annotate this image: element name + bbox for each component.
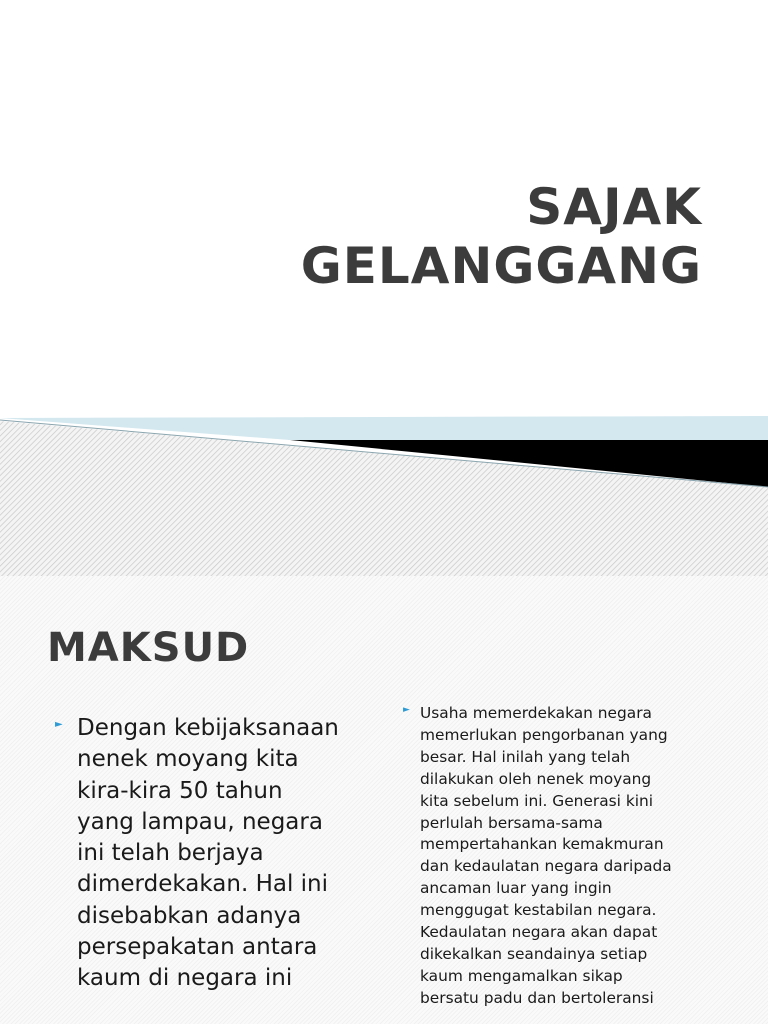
slide-heading: MAKSUD (47, 625, 250, 671)
text-line: dikekalkan seandainya setiap (420, 944, 648, 963)
text-line: mempertahankan kemakmuran (420, 835, 664, 854)
slide-title-line-1: SAJAK (526, 178, 702, 236)
text-line: kita sebelum ini. Generasi kini (420, 791, 654, 810)
text-line: yang lampau, negara (77, 808, 323, 835)
text-line: besar. Hal inilah yang telah (420, 747, 631, 766)
text-line: perlulah bersama-sama (420, 813, 603, 832)
text-line: bersatu padu dan bertoleransi (420, 988, 654, 1007)
triangle-right-icon: ► (55, 719, 63, 730)
slide-title (301, 178, 702, 296)
text-line: Usaha memerdekakan negara (420, 704, 652, 722)
text-line: kaum mengamalkan sikap (420, 966, 623, 985)
slide-title-line-2: GELANGGANG (300, 237, 702, 295)
text-line: memerlukan pengorbanan yang (420, 725, 668, 744)
text-line: ini telah berjaya (77, 840, 264, 867)
text-line: menggugat kestabilan negara. (420, 901, 657, 920)
text-line: kaum di negara ini (77, 965, 293, 992)
text-line: disebabkan adanya (77, 902, 302, 929)
text-line: dilakukan oleh nenek moyang (420, 769, 652, 788)
triangle-right-icon: ► (403, 705, 410, 715)
bullet-item-left (55, 713, 375, 995)
text-line: dimerdekakan. Hal ini (77, 871, 329, 898)
text-line: Kedaulatan negara akan dapat (420, 923, 658, 942)
text-line: dan kedaulatan negara daripada (420, 857, 672, 876)
left-column (55, 713, 375, 995)
right-column (403, 703, 733, 1010)
bullet-text-left (77, 713, 375, 995)
text-line: Dengan kebijaksanaan (77, 715, 339, 741)
content-slide (0, 576, 768, 1024)
text-line: nenek moyang kita (77, 746, 299, 773)
bullet-text-right (420, 703, 733, 1010)
text-line: kira-kira 50 tahun (77, 777, 283, 804)
text-line: persepakatan antara (77, 934, 318, 961)
bullet-item-right (403, 703, 733, 1010)
text-line: ancaman luar yang ingin (420, 879, 612, 898)
